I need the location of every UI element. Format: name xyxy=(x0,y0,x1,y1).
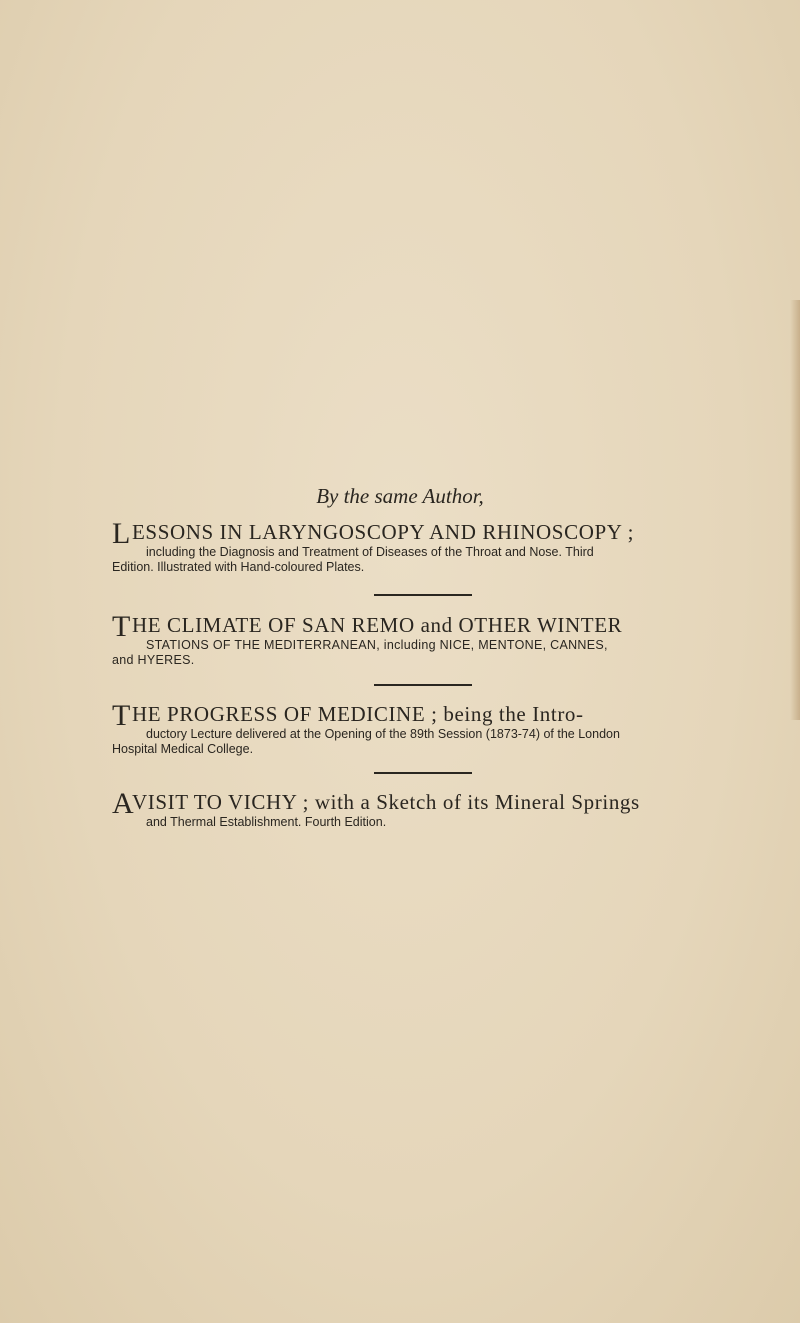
entry-description-line: ductory Lecture delivered at the Opening of the 89th Session (1873-74) of the London xyxy=(146,727,620,741)
entry-title-text: HE CLIMATE OF SAN REMO and OTHER WINTER xyxy=(132,613,623,637)
entry-initial: T xyxy=(112,699,131,732)
entry-description-line: Edition. Illustrated with Hand-coloured Plates. xyxy=(112,560,365,574)
entry-title-text: HE PROGRESS OF MEDICINE ; being the Intro- xyxy=(132,702,584,726)
page-edge-shadow xyxy=(790,300,800,720)
book-entry-san-remo xyxy=(112,612,698,668)
book-entry-laryngoscopy xyxy=(112,519,698,575)
entry-description-line: STATIONS OF THE MEDITERRANEAN, including NICE, MENTONE, CANNES, xyxy=(146,638,608,652)
entry-title xyxy=(112,517,698,550)
section-divider xyxy=(374,684,472,686)
entry-title xyxy=(112,699,698,732)
entry-initial: T xyxy=(112,610,131,643)
entry-title xyxy=(112,610,698,643)
entry-description-line: Hospital Medical College. xyxy=(112,742,254,756)
entry-initial: A xyxy=(112,787,135,820)
page-heading: By the same Author, xyxy=(316,484,484,508)
entry-title-text: VISIT TO VICHY ; with a Sketch of its Mineral Springs xyxy=(132,790,640,814)
book-entry-progress-of-medicine xyxy=(112,701,698,757)
book-entry-vichy xyxy=(112,789,698,830)
entry-description-line: including the Diagnosis and Treatment of Diseases of the Throat and Nose. Third xyxy=(146,545,594,559)
entry-description-line: and HYERES. xyxy=(112,653,195,667)
entry-title-text: ESSONS IN LARYNGOSCOPY AND RHINOSCOPY ; xyxy=(132,520,635,544)
entry-initial: L xyxy=(112,517,131,550)
section-divider xyxy=(374,772,472,774)
section-divider xyxy=(374,594,472,596)
entry-title xyxy=(112,787,698,820)
entry-description-line: and Thermal Establishment. Fourth Edition. xyxy=(146,815,387,829)
